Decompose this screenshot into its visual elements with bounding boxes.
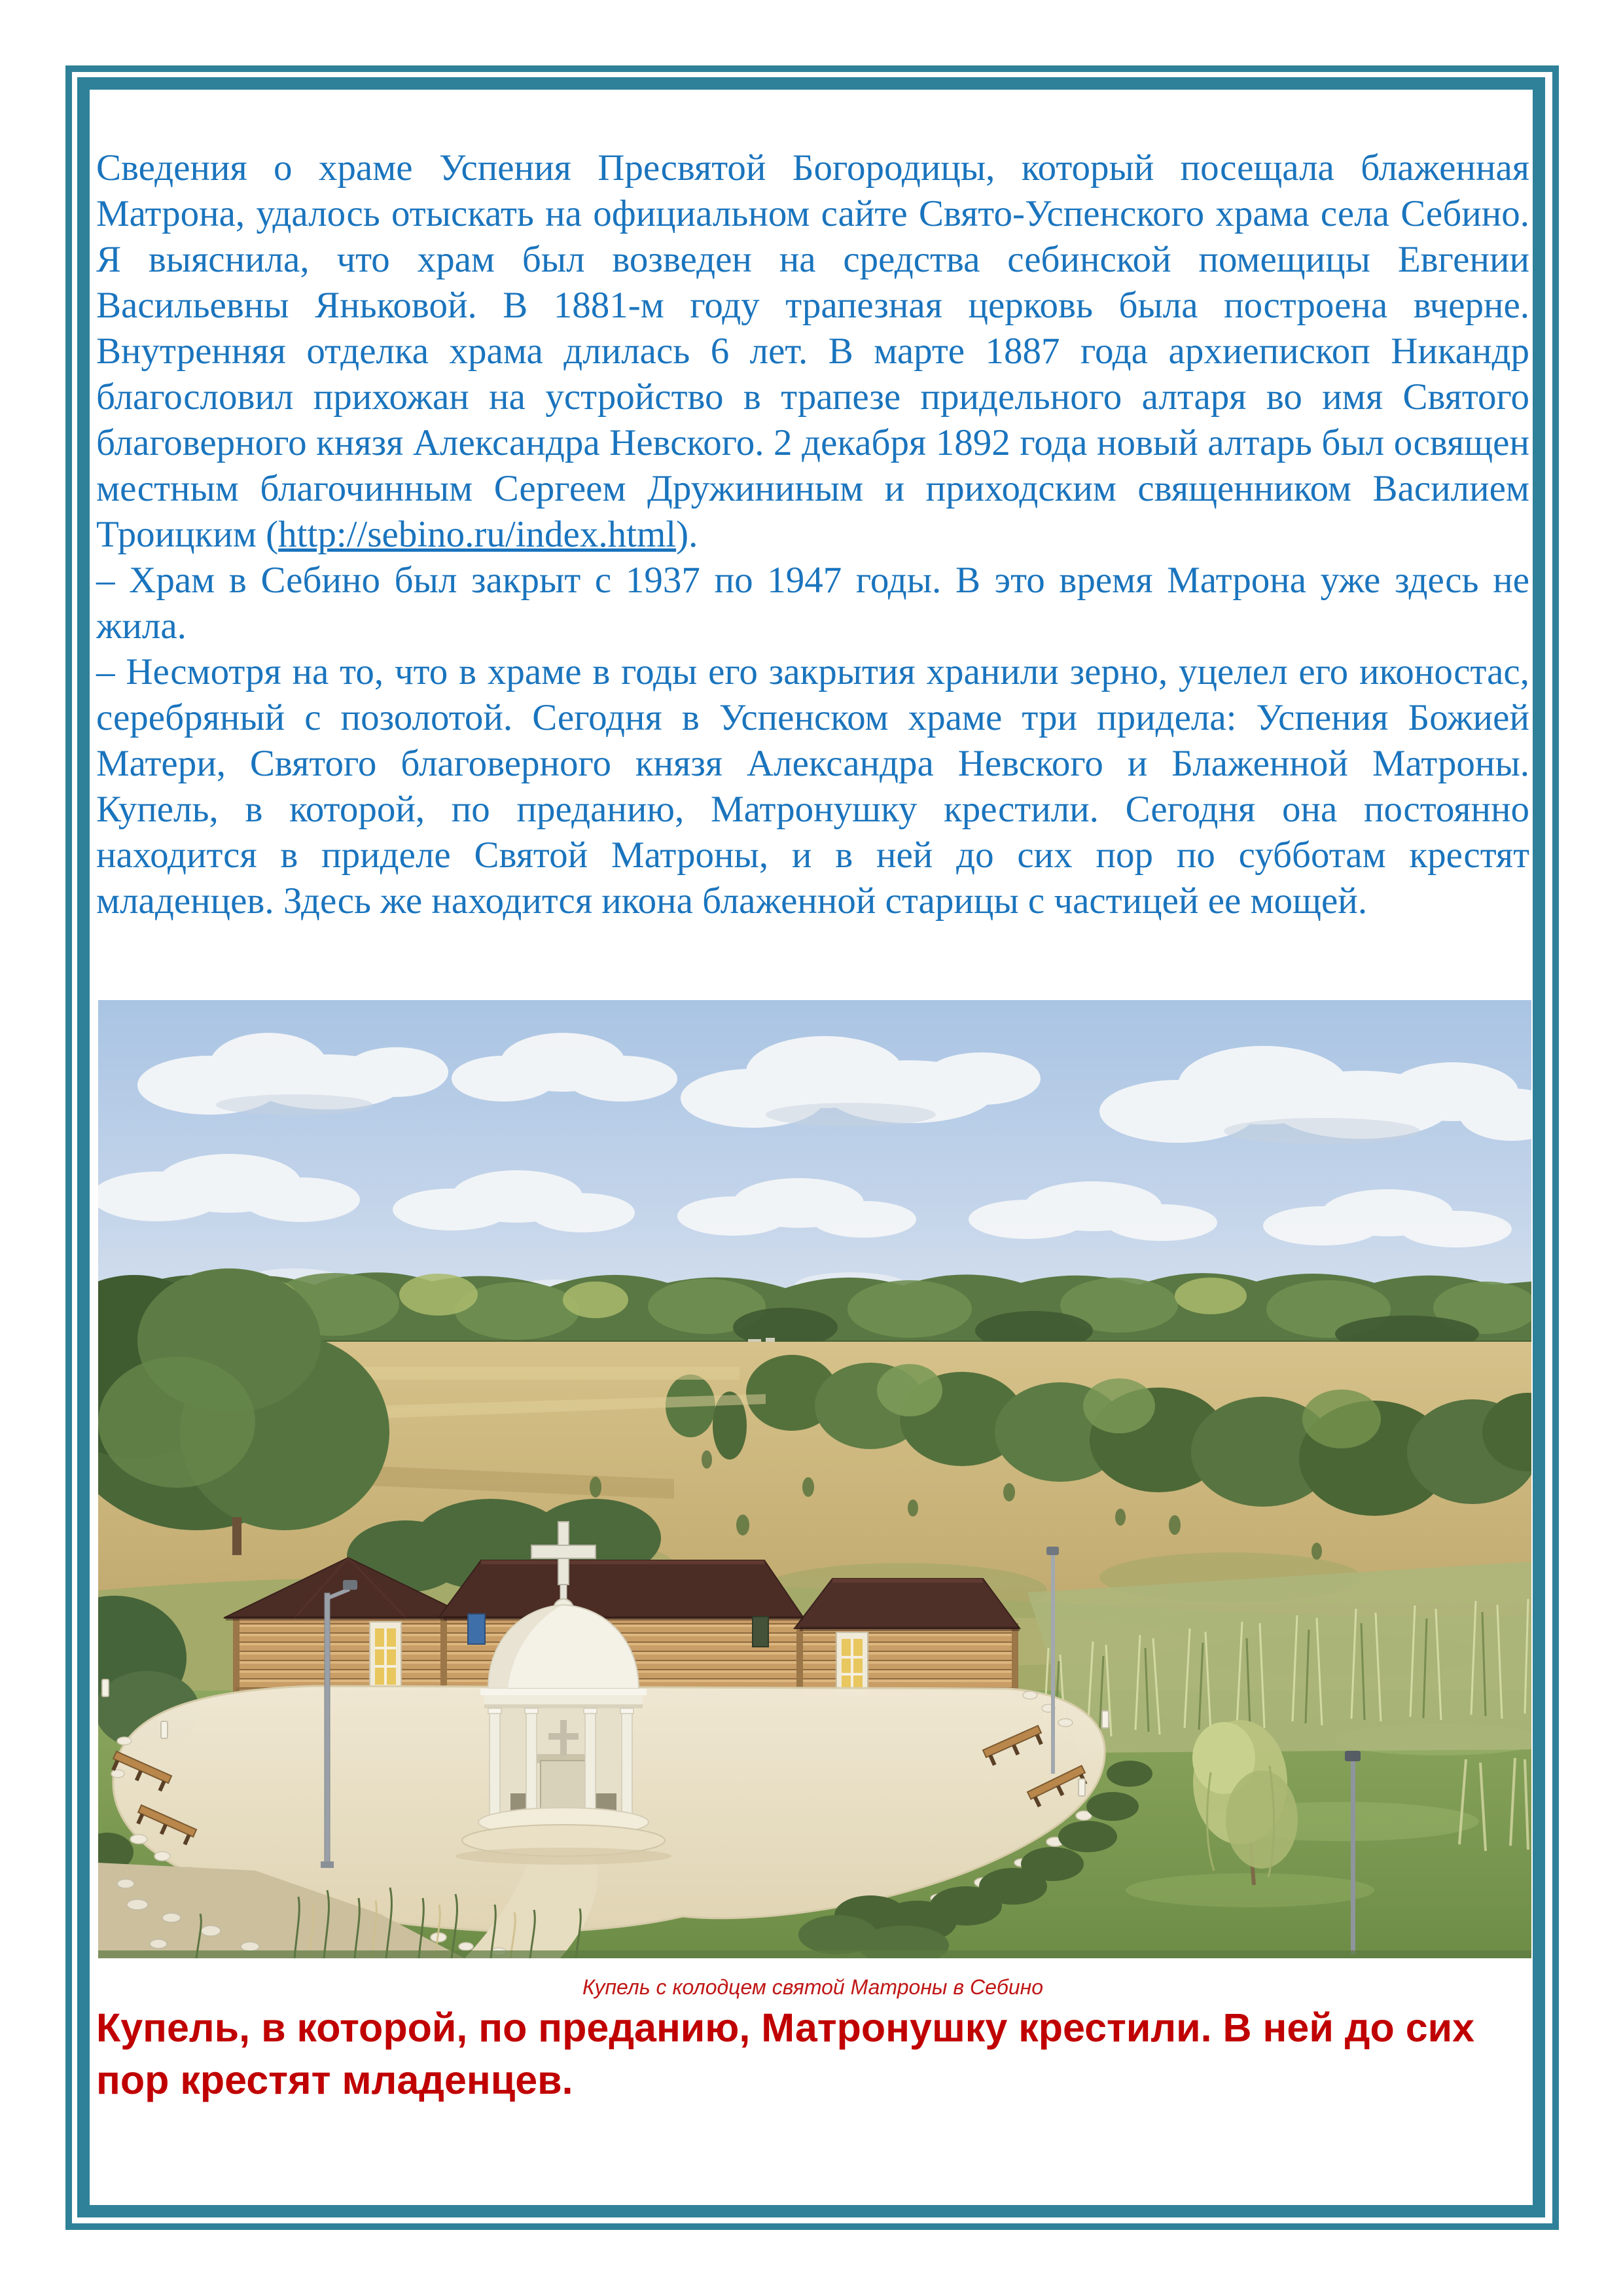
article-text xyxy=(96,145,1529,924)
lantern-icon xyxy=(343,1580,357,1590)
cross-horizontal xyxy=(531,1545,596,1558)
photo-illustration xyxy=(98,1000,1531,1958)
paragraph-iconostasis: – Несмотря на то, что в храме в годы его закрытия хранили зерно, уцелел его иконостас, серебряный с позолотой. Сегодня в Успенском храме три придела: Успения Божией Матери, Святого благоверного князя Александра Невского и Блаженной Матроны. Купель, в которой, по преданию, Матронушку крестили. Сегодня она постоянно находится в приделе Святой Матроны, и в ней до сих пор по субботам крестят младенцев. Здесь же находится икона блаженной старицы с частицей ее мощей. xyxy=(96,651,1529,922)
paragraph-history-tail: ). xyxy=(676,514,698,555)
paragraph-history-text: Сведения о храме Успения Пресвятой Богородицы, который посещала блаженная Матрона, удалось отыскать на официальном сайте Свято-Успенского храма села Себино. Я выяснила, что храм был возведен на средства себинской помещицы Евгении Васильевны Яньковой. В 1881-м году трапезная церковь была построена вчерне. Внутренняя отделка храма длилась 6 лет. В марте 1887 года архиепископ Никандр благословил прихожан на устройство в трапезе придельного алтаря во имя Святого благоверного князя Александра Невского. 2 декабря 1892 года новый алтарь был освящен местным благочинным Сергеем Дружининым и приходским священником Василием Троицким ( xyxy=(96,147,1529,555)
photo-caption: Купель с колодцем святой Матроны в Себино xyxy=(582,1975,1044,1999)
lantern-icon xyxy=(1345,1751,1361,1761)
photo-kupel-sebino xyxy=(98,1000,1531,1958)
sebino-site-link[interactable]: http://sebino.ru/index.html xyxy=(278,514,677,555)
lantern-icon xyxy=(1046,1547,1059,1555)
paragraph-closure: – Храм в Себино был закрыт с 1937 по 1947 годы. В это время Матрона уже здесь не жила. xyxy=(96,560,1529,647)
paragraph-history xyxy=(96,145,1529,558)
highlight-text: Купель, в которой, по преданию, Матронушку крестили. В ней до сих пор крестят младенцев. xyxy=(96,2005,1475,2102)
